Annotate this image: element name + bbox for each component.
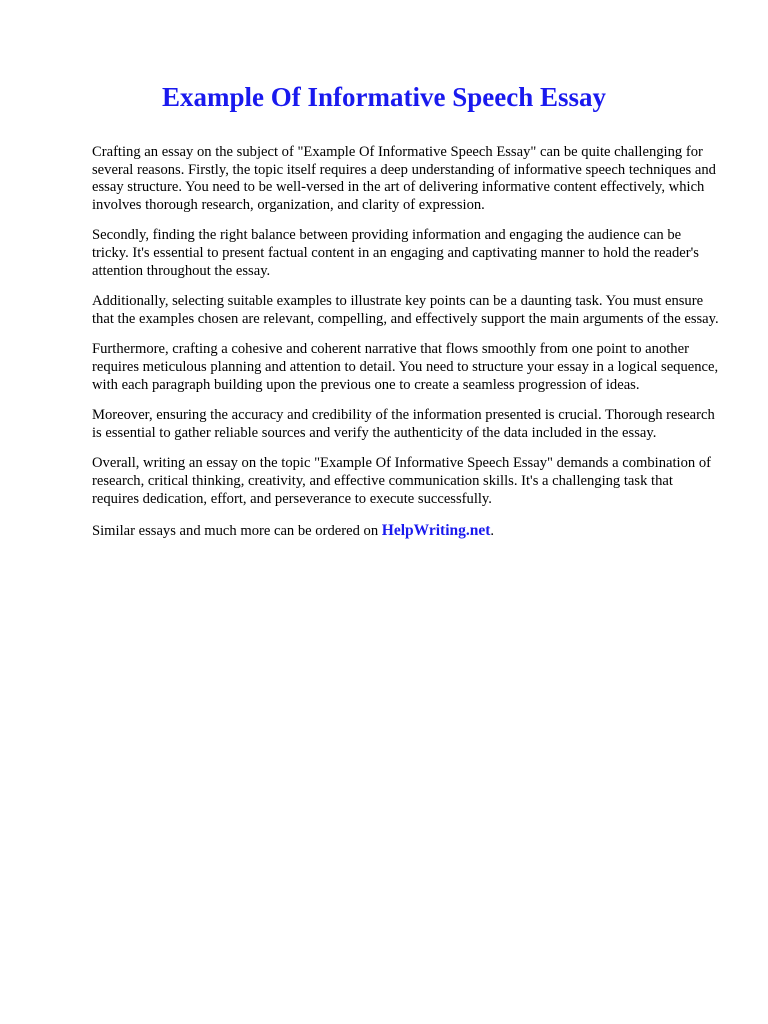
- paragraph-5: Moreover, ensuring the accuracy and credibility of the information presented is crucial. Thorough research is essential to gather reliable sources and verify the authenticity of the data included in the essay.: [92, 407, 715, 441]
- order-line-prefix: Similar essays and much more can be ordered on: [92, 523, 382, 540]
- order-line: [92, 522, 720, 540]
- paragraph-3: Additionally, selecting suitable examples to illustrate key points can be a daunting task. You must ensure that the examples chosen are relevant, compelling, and effectively support the main arguments of the essay.: [92, 293, 719, 327]
- order-line-suffix: .: [490, 523, 495, 540]
- helpwriting-link[interactable]: HelpWriting.net: [381, 522, 491, 540]
- paragraph-2: Secondly, finding the right balance between providing information and engaging the audience can be tricky. It's essential to present factual content in an engaging and captivating manner to hold the reader's attention throughout the essay.: [92, 227, 699, 279]
- page-title: Example Of Informative Speech Essay: [162, 82, 606, 112]
- paragraph-4: Furthermore, crafting a cohesive and coherent narrative that flows smoothly from one point to another requires meticulous planning and attention to detail. You need to structure your essay in a logical sequence, with each paragraph building upon the previous one to create a seamless progression of ideas.: [92, 341, 719, 393]
- paragraph-6: Overall, writing an essay on the topic "Example Of Informative Speech Essay" demands a combination of research, critical thinking, creativity, and effective communication skills. It's a challenging task that requires dedication, effort, and perseverance to execute successfully.: [92, 455, 712, 507]
- paragraph-1: Crafting an essay on the subject of "Example Of Informative Speech Essay" can be quite challenging for several reasons. Firstly, the topic itself requires a deep understanding of informative speech techniques and essay structure. You need to be well-versed in the art of delivering informative content effectively, which involves thorough research, organization, and clarity of expression.: [92, 144, 716, 213]
